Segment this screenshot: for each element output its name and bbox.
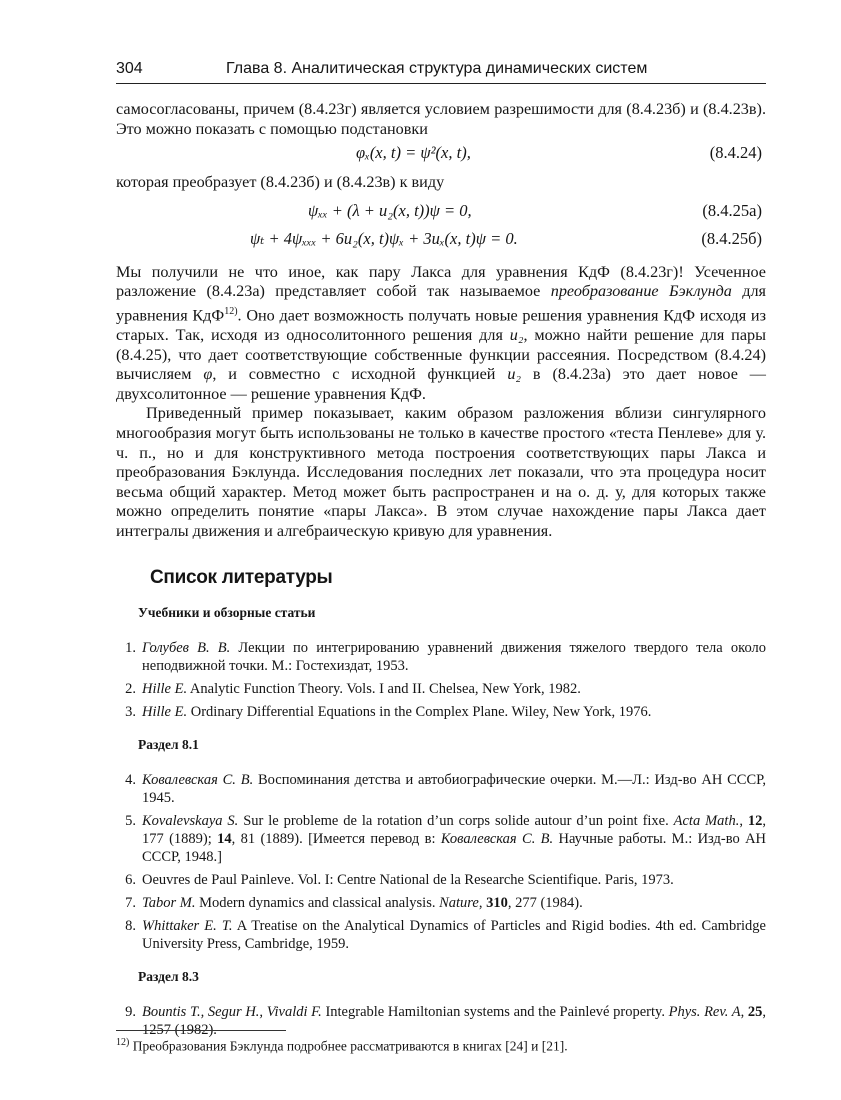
reference-number: 2. bbox=[125, 681, 136, 698]
reference-author: Hille E. bbox=[142, 704, 188, 721]
section-heading-textbooks: Учебники и обзорные статьи bbox=[138, 605, 316, 621]
reference-item bbox=[116, 639, 766, 675]
footnote-text: Преобразования Бэклунда подробнее рассматриваются в книгах [24] и [21]. bbox=[129, 1038, 568, 1054]
running-header bbox=[116, 60, 766, 84]
reference-number: 3. bbox=[125, 704, 136, 721]
reference-item bbox=[116, 680, 766, 698]
equation-expression: φₓ(x, t) = ψ²(x, t), bbox=[356, 143, 471, 163]
reference-text: , 1257 (1982). bbox=[142, 1004, 767, 1039]
reference-journal: Nature bbox=[439, 895, 479, 912]
text-run: . Оно дает возможность получать новые решения уравнения КдФ исходя из старых. Так, исходя из односолитонного решения для bbox=[116, 306, 766, 344]
reference-item bbox=[116, 771, 766, 807]
reference-text: Воспоминания детства и автобиографические очерки. М.—Л.: Изд-во АН СССР, 1945. bbox=[142, 772, 767, 807]
text-run: для уравнения КдФ bbox=[116, 282, 767, 325]
reference-item bbox=[116, 871, 766, 889]
reference-number: 7. bbox=[125, 895, 136, 912]
reference-volume: 310 bbox=[486, 895, 508, 912]
footnote-rule bbox=[116, 1030, 286, 1031]
reference-text: Oeuvres de Paul Painleve. Vol. I: Centre National de la Researche Scientifique. Paris, 1973. bbox=[142, 872, 674, 889]
text-run: , и совместно с исходной функцией bbox=[212, 365, 508, 384]
equation-8-4-25b bbox=[116, 229, 766, 253]
main-text bbox=[116, 100, 766, 1044]
math-variable: u₂ bbox=[509, 325, 524, 344]
reference-text: Лекции по интегрированию уравнений движения тяжелого твердого тела около неподвижной точки. М.: Гостехиздат, 1953. bbox=[142, 640, 766, 675]
reference-author: Hille E. bbox=[142, 681, 188, 698]
reference-text: Ordinary Differential Equations in the Complex Plane. Wiley, New York, 1976. bbox=[187, 704, 652, 721]
reference-text: Sur le probleme de la rotation d’un corps solide autour d’un point fixe. bbox=[238, 813, 674, 830]
reference-author: Bountis T., Segur H., Vivaldi F. bbox=[142, 1004, 322, 1021]
reference-author: Ковалевская С. В. bbox=[142, 772, 254, 789]
text-run: , можно найти решение для пары (8.4.25), что дает соответствующие собственные функции рассеяния. Посредством (8.4.24) вычисляем bbox=[116, 325, 766, 384]
reference-author: Ковалевская С. В. bbox=[440, 831, 554, 848]
footnote-marker: 12) bbox=[116, 1037, 130, 1048]
reference-volume: 25 bbox=[747, 1004, 763, 1021]
reference-text: Integrable Hamiltonian systems and the Painlevé property. bbox=[321, 1004, 669, 1021]
text-run: Мы получили не что иное, как пару Лакса для уравнения КдФ (8.4.23г)! Усеченное разложение (8.4.23а) представляет собой так называемое bbox=[116, 262, 766, 301]
running-title: Глава 8. Аналитическая структура динамических систем bbox=[226, 60, 648, 77]
text-run: в (8.4.23а) это дает новое — двухсолитонное — решение уравнения КдФ. bbox=[116, 365, 766, 403]
reference-text: A Treatise on the Analytical Dynamics of Particles and Rigid bodies. 4th ed. Cambridge University Press, Cambridge, 1959. bbox=[142, 918, 766, 953]
paragraph-4: Приведенный пример показывает, каким образом разложения вблизи сингулярного многообразия могут быть использованы не только в качестве простого «теста Пенлеве» для у. ч. п., но и для конструктивного метода построения соответствующих пары Лакса и преобразования Бэклунда. Исследования последних лет показали, что эта процедура носит весьма общий характер. Метод может быть распространен и на о. д. у, для которых также можно определить понятие «пары Лакса». В этом случае нахождение пары Лакса дает интегралы движения и алгебраическую кривую для уравнения. bbox=[116, 404, 766, 540]
reference-author: Tabor M. bbox=[142, 895, 196, 912]
bibliography-title: Список литературы bbox=[150, 567, 333, 589]
reference-list bbox=[116, 771, 766, 953]
equation-expression: ψₜ + 4ψₓₓₓ + 6u₂(x, t)ψₓ + 3uₓ(x, t)ψ = 0. bbox=[250, 228, 518, 248]
reference-text: , 81 (1889). [Имеется перевод в: bbox=[231, 831, 441, 848]
footnote-marker: 12) bbox=[224, 305, 238, 317]
equation-number: (8.4.24) bbox=[709, 143, 762, 163]
reference-list bbox=[116, 639, 766, 721]
reference-volume: 14 bbox=[217, 831, 232, 848]
reference-number: 1. bbox=[125, 640, 136, 657]
reference-item bbox=[116, 894, 766, 912]
equation-number: (8.4.25а) bbox=[702, 200, 762, 220]
reference-text: , bbox=[740, 1004, 748, 1021]
reference-item bbox=[116, 917, 766, 953]
reference-text: , 177 (1889); bbox=[142, 813, 766, 848]
equation-8-4-24 bbox=[116, 143, 766, 167]
reference-author: Голубев В. В. bbox=[142, 640, 231, 657]
section-heading-8-3: Раздел 8.3 bbox=[138, 969, 199, 985]
emphasis: преобразование Бэклунда bbox=[550, 282, 732, 301]
reference-number: 8. bbox=[125, 918, 136, 935]
reference-text: Analytic Function Theory. Vols. I and II. Chelsea, New York, 1982. bbox=[187, 681, 581, 698]
math-variable: u₂ bbox=[507, 365, 522, 384]
footnote bbox=[116, 1030, 766, 1055]
page-number: 304 bbox=[116, 60, 143, 77]
reference-item bbox=[116, 703, 766, 721]
reference-author: Whittaker E. T. bbox=[142, 918, 233, 935]
section-heading-8-1: Раздел 8.1 bbox=[138, 737, 199, 753]
paragraph-3 bbox=[116, 263, 766, 405]
reference-volume: 12 bbox=[747, 813, 763, 830]
equation-expression: ψₓₓ + (λ + u₂(x, t))ψ = 0, bbox=[308, 200, 472, 220]
reference-text: , bbox=[739, 813, 748, 830]
reference-item bbox=[116, 812, 766, 866]
reference-text: Modern dynamics and classical analysis. bbox=[195, 895, 440, 912]
paragraph-2: которая преобразует (8.4.23б) и (8.4.23в) к виду bbox=[116, 173, 445, 192]
equation-8-4-25a bbox=[116, 201, 766, 225]
reference-text: , bbox=[478, 895, 487, 912]
reference-number: 5. bbox=[125, 813, 136, 830]
reference-journal: Acta Math. bbox=[673, 813, 740, 830]
math-variable: φ bbox=[203, 365, 213, 384]
reference-number: 4. bbox=[125, 772, 136, 789]
paragraph-1: самосогласованы, причем (8.4.23г) является условием разрешимости для (8.4.23б) и (8.4.23в). Это можно показать с помощью подстановки bbox=[116, 100, 766, 138]
reference-author: Kovalevskaya S. bbox=[142, 813, 239, 830]
reference-number: 6. bbox=[125, 872, 136, 889]
reference-number: 9. bbox=[125, 1004, 136, 1021]
reference-text: , 277 (1984). bbox=[507, 895, 583, 912]
equation-number: (8.4.25б) bbox=[701, 228, 762, 248]
reference-journal: Phys. Rev. A bbox=[668, 1004, 741, 1021]
reference-text: Научные работы. М.: Изд-во АН СССР, 1948.] bbox=[142, 831, 767, 866]
